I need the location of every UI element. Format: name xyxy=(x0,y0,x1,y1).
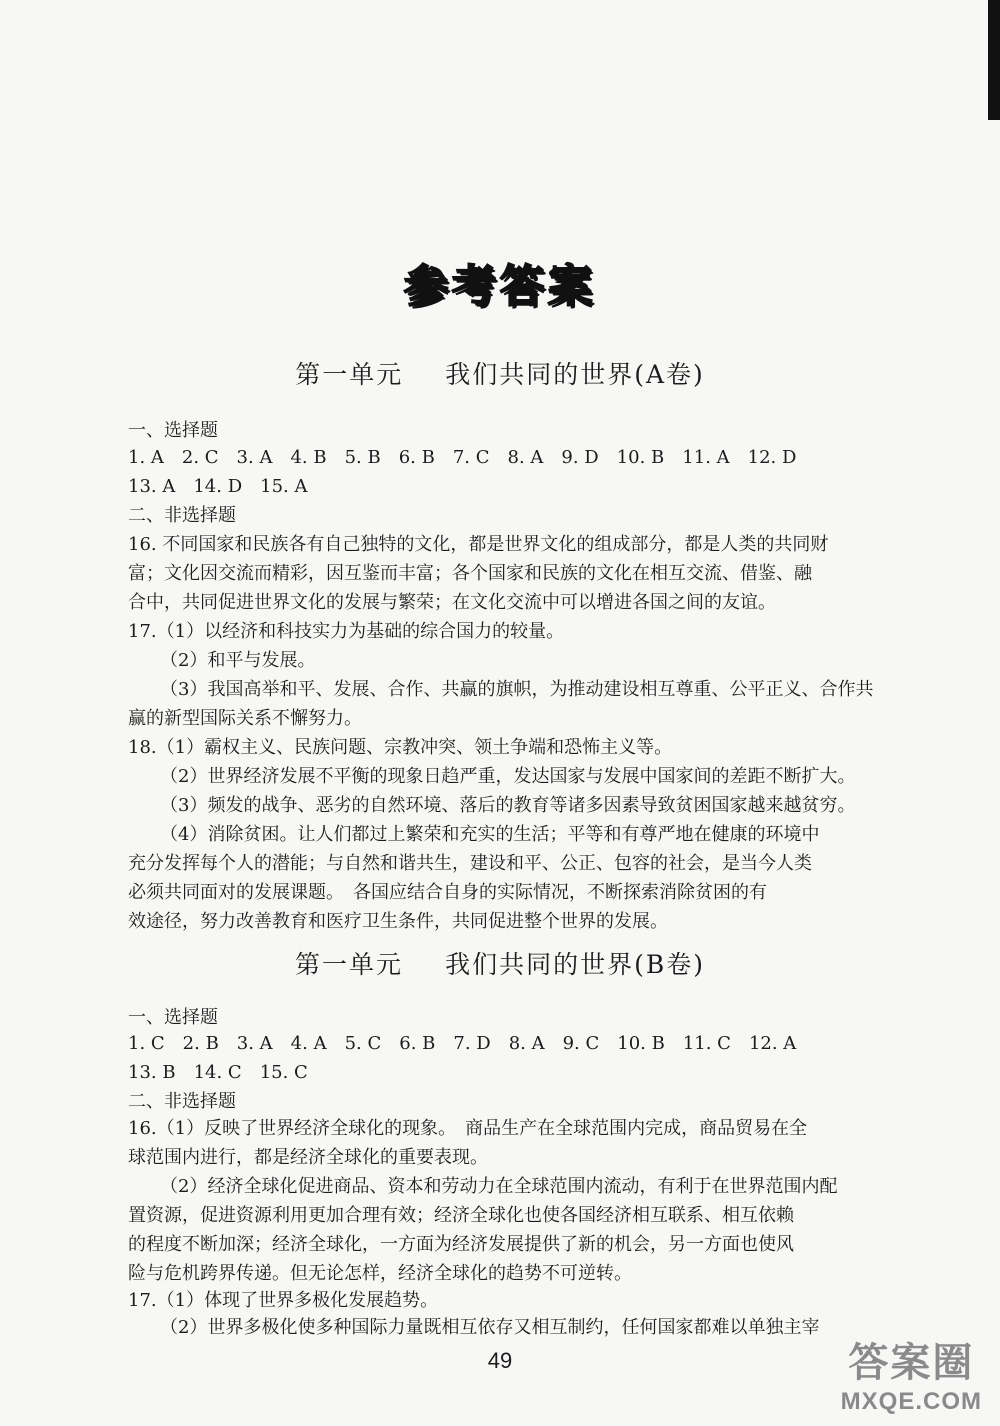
a-q18-line-2: （2）世界经济发展不平衡的现象日趋严重，发达国家与发展中国家间的差距不断扩大。 xyxy=(160,766,856,787)
b-choice-heading: 一、选择题 xyxy=(128,1007,218,1028)
a-q18-line-6: 必须共同面对的发展课题。 各国应结合自身的实际情况，不断探索消除贫困的有 xyxy=(128,882,767,903)
unit-a-number: 第一单元 xyxy=(295,360,404,389)
a-nonchoice-heading: 二、非选择题 xyxy=(128,505,236,526)
a-q17-line-4: 赢的新型国际关系不懈努力。 xyxy=(128,708,362,729)
unit-b-heading xyxy=(0,945,1000,981)
unit-a-name: 我们共同的世界(A卷) xyxy=(445,360,705,389)
a-q18-line-7: 效途径，努力改善教育和医疗卫生条件，共同促进整个世界的发展。 xyxy=(128,911,668,932)
a-q18-line-5: 充分发挥每个人的潜能；与自然和谐共生，建设和平、公正、包容的社会，是当今人类 xyxy=(128,853,812,874)
unit-a-heading xyxy=(0,355,1000,391)
unit-b-number: 第一单元 xyxy=(295,950,404,979)
unit-b-name: 我们共同的世界(B卷) xyxy=(445,950,705,979)
a-choice-row-1: 1. A 2. C 3. A 4. B 5. B 6. B 7. C 8. A 9. D 10. B 11. A 12. D xyxy=(128,447,797,468)
b-q16-line-6: 险与危机跨界传递。但无论怎样，经济全球化的趋势不可逆转。 xyxy=(128,1263,632,1284)
a-q17-line-1: 17.（1）以经济和科技实力为基础的综合国力的较量。 xyxy=(128,621,565,642)
b-q17-line-1: 17.（1）体现了世界多极化发展趋势。 xyxy=(128,1290,439,1311)
b-q16-line-5: 的程度不断加深；经济全球化，一方面为经济发展提供了新的机会，另一方面也使风 xyxy=(128,1234,794,1255)
b-q16-line-2: 球范围内进行，都是经济全球化的重要表现。 xyxy=(128,1147,488,1168)
a-q16-line-1: 16. 不同国家和民族各有自己独特的文化，都是世界文化的组成部分，都是人类的共同财 xyxy=(128,534,829,555)
a-q18-line-1: 18.（1）霸权主义、民族问题、宗教冲突、领土争端和恐怖主义等。 xyxy=(128,737,673,758)
a-q17-line-2: （2）和平与发展。 xyxy=(160,650,316,671)
a-q16-line-2: 富；文化因交流而精彩，因互鉴而丰富；各个国家和民族的文化在相互交流、借鉴、融 xyxy=(128,563,812,584)
b-q17-line-2: （2）世界多极化使多种国际力量既相互依存又相互制约，任何国家都难以单独主宰 xyxy=(160,1317,820,1338)
a-q17-line-3: （3）我国高举和平、发展、合作、共赢的旗帜，为推动建设相互尊重、公平正义、合作共 xyxy=(160,679,874,700)
watermark-sub-text: MXQE.COM xyxy=(840,1388,982,1415)
scan-edge-shadow xyxy=(988,0,1000,120)
watermark-main-text: 答案圈 xyxy=(848,1340,975,1386)
a-q18-line-4: （4）消除贫困。让人们都过上繁荣和充实的生活；平等和有尊严地在健康的环境中 xyxy=(160,824,820,845)
b-q16-line-4: 置资源，促进资源利用更加合理有效；经济全球化也使各国经济相互联系、相互依赖 xyxy=(128,1205,794,1226)
page-title: 参考答案 xyxy=(404,261,596,312)
b-q16-line-1: 16.（1）反映了世界经济全球化的现象。 商品生产在全球范围内完成，商品贸易在全 xyxy=(128,1118,808,1139)
watermark-logo xyxy=(841,1331,982,1416)
b-q16-line-3: （2）经济全球化促进商品、资本和劳动力在全球范围内流动，有利于在世界范围内配 xyxy=(160,1176,838,1197)
a-q16-line-3: 合中，共同促进世界文化的发展与繁荣；在文化交流中可以增进各国之间的友谊。 xyxy=(128,592,776,613)
a-choice-heading: 一、选择题 xyxy=(128,420,218,441)
page-number: 49 xyxy=(487,1348,513,1373)
b-choice-row-2: 13. B 14. C 15. C xyxy=(128,1062,308,1083)
a-q18-line-3: （3）频发的战争、恶劣的自然环境、落后的教育等诸多因素导致贫困国家越来越贫穷。 xyxy=(160,795,856,816)
b-nonchoice-heading: 二、非选择题 xyxy=(128,1091,236,1112)
a-choice-row-2: 13. A 14. D 15. A xyxy=(128,476,308,497)
b-choice-row-1: 1. C 2. B 3. A 4. A 5. C 6. B 7. D 8. A 9. C 10. B 11. C 12. A xyxy=(128,1033,797,1054)
